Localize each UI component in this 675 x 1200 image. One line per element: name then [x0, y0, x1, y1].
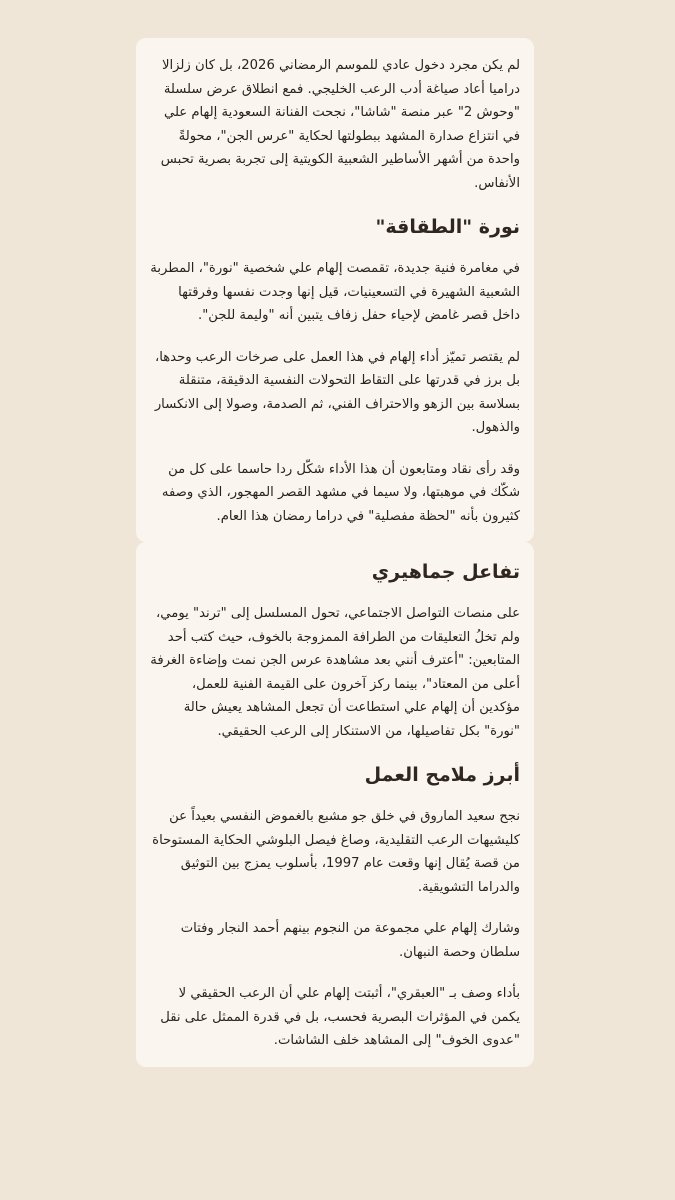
- section1-paragraph-2: لم يقتصر تميّز أداء إلهام في هذا العمل على صرخات الرعب وحدها، بل برز في قدرتها على التقاط التحولات النفسية الدقيقة، متنقلة بسلاسة بين الزهو والاحتراف الفني، ثم الصدمة، وصولا إلى الانكسار والذهول.: [154, 349, 520, 435]
- section3-paragraph-1: نجح سعيد الماروق في خلق جو مشبع بالغموض النفسي بعيداً عن كليشيهات الرعب التقليدية، وصاغ فيصل البلوشي الحكاية المستوحاة من قصة يُقال إنها وقعت عام 1997، بأسلوب يمزج بين التوثيق والدراما التشويقية.: [152, 809, 520, 895]
- section3-paragraph-2: وشارك إلهام علي مجموعة من النجوم بينهم أحمد النجار وفتات سلطان وحصة النبهان.: [180, 921, 520, 960]
- section2-paragraph-1: على منصات التواصل الاجتماعي، تحول المسلسل إلى "ترند" يومي، ولم تخلُ التعليقات من الطرافة الممزوجة بالخوف، حيث كتب أحد المتابعين: "أعترف أنني بعد مشاهدة عرس الجن نمت وإضاءة الغرفة أعلى من المعتاد"، بينما ركز آخرون على القيمة الفنية للعمل، مؤكدين أن إلهام علي استطاعت أن تجعل المشاهد يعيش حالة "نورة" بكل تفاصيلها، من الاستنكار إلى الرعب الحقيقي.: [150, 606, 520, 739]
- section-heading-audience: تفاعل جماهيري: [371, 561, 520, 583]
- section3-paragraph-3: بأداء وصف بـ "العبقري"، أثبتت إلهام علي أن الرعب الحقيقي لا يكمن في المؤثرات البصرية فحسب، بل في قدرة الممثل على نقل "عدوى الخوف" إلى المشاهد خلف الشاشات.: [160, 986, 520, 1048]
- section-heading-noura: نورة "الطقاقة": [375, 216, 520, 238]
- section1-paragraph-1: في مغامرة فنية جديدة، تقمصت إلهام علي شخصية "نورة"، المطربة الشعبية الشهيرة في التسعينيات، قيل إنها وجدت نفسها وفرقتها داخل قصر غامض لإحياء حفل زفاف يتبين أنه "وليمة للجن".: [150, 261, 520, 323]
- article: [136, 38, 534, 1067]
- article-card-body: [136, 542, 534, 1067]
- section1-paragraph-3: وقد رأى نقاد ومتابعون أن هذا الأداء شكّل ردا حاسما على كل من شكّك في موهبتها، ولا سيما في مشهد القصر المهجور، الذي وصفه كثيرون بأنه "لحظة مفصلية" في دراما رمضان هذا العام.: [161, 461, 520, 524]
- intro-paragraph: لم يكن مجرد دخول عادي للموسم الرمضاني 2026، بل كان زلزالا دراميا أعاد صياغة أدب الرعب الخليجي. فمع انطلاق عرض سلسلة "وحوش 2" عبر منصة "شاشا"، نجحت الفنانة السعودية إلهام علي في انتزاع صدارة المشهد ببطولتها لحكاية "عرس الجن"، محولةً واحدة من أشهر الأساطير الشعبية الكويتية إلى تجربة بصرية تحبس الأنفاس.: [160, 58, 520, 191]
- article-card-intro: [136, 38, 534, 542]
- section-heading-features: أبرز ملامح العمل: [364, 764, 520, 786]
